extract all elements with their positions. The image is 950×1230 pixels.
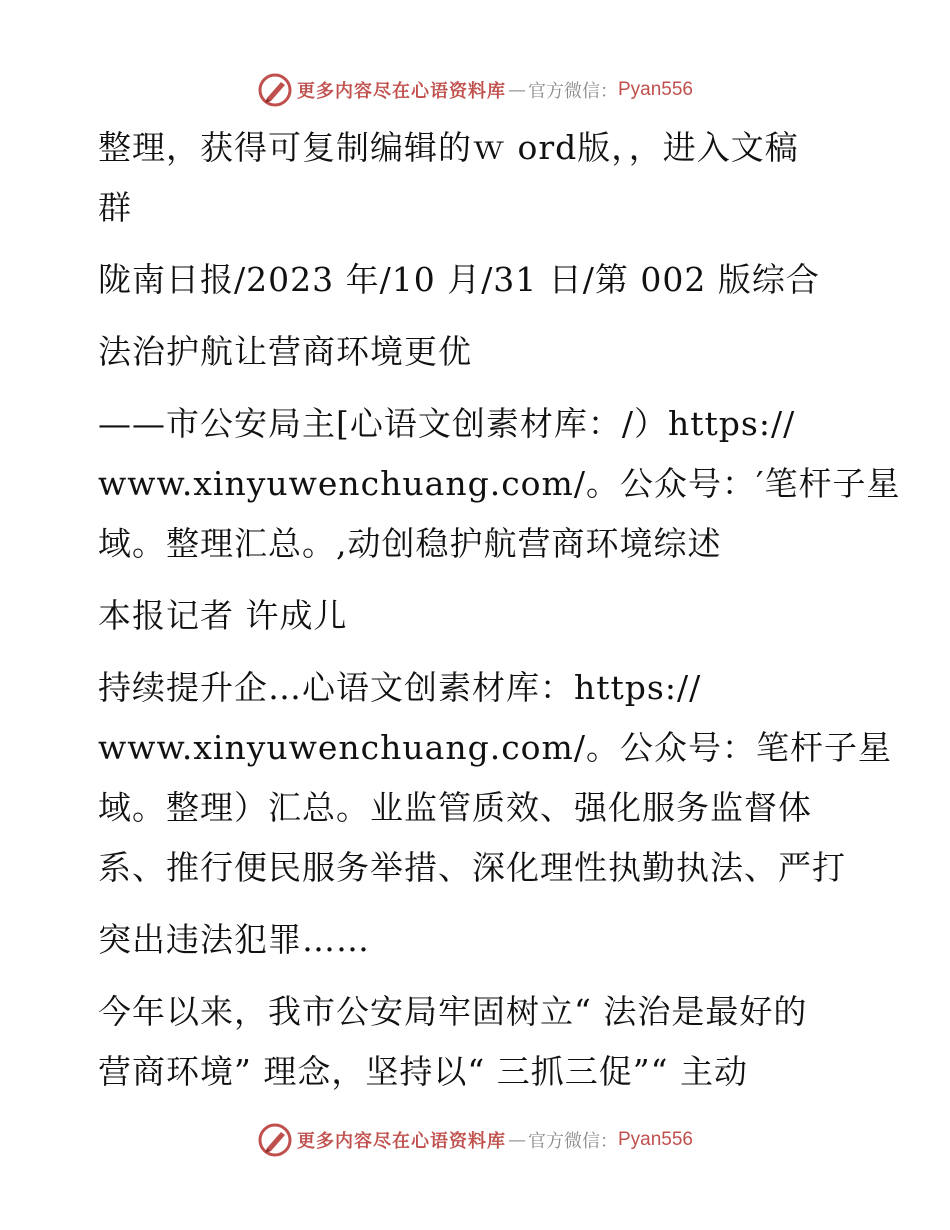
article-subtitle — [98, 394, 901, 574]
text-line: 今年以来，我市公安局牢固树立“ 法治是最好的 — [98, 992, 808, 1031]
watermark-dash: — — [507, 79, 526, 101]
text-line: 突出违法犯罪…… — [98, 920, 370, 959]
watermark-suffix: 官方微信： — [527, 1131, 618, 1152]
paragraph — [98, 658, 892, 898]
paragraph — [98, 118, 858, 238]
header-watermark — [0, 70, 950, 110]
text-line: 营商环境” 理念，坚持以“ 三抓三促”“ 主动 — [98, 1052, 748, 1091]
text-line: www.xinyuwenchuang.com/。公众号：′笔杆子星 — [98, 464, 901, 503]
text-line: 整理，获得可复制编辑的ｗ ord版，，进入文稿 — [98, 128, 799, 167]
pen-logo-icon — [257, 1122, 293, 1158]
text-line: 域。整理）汇总。业监管质效、强化服务监督体 — [98, 788, 812, 827]
text-line: 系、推行便民服务举措、深化理性执勤执法、严打 — [98, 848, 846, 887]
byline — [98, 586, 858, 646]
footer-watermark — [0, 1120, 950, 1160]
text-line: 陇南日报/2023 年/10 月/31 日/第 002 版综合 — [98, 260, 820, 299]
text-line: 法治护航让营商环境更优 — [98, 332, 472, 371]
document-body — [98, 118, 901, 1102]
watermark-suffix: 官方微信： — [527, 81, 618, 102]
watermark-text: 更多内容尽在心语资料库 — [296, 1131, 506, 1152]
paragraph — [98, 982, 858, 1102]
text-line: ——市公安局主[心语文创素材库：/）https:// — [98, 404, 796, 443]
article-title — [98, 322, 858, 382]
watermark-dash: — — [507, 1129, 526, 1151]
paragraph — [98, 910, 858, 970]
text-line: www.xinyuwenchuang.com/。公众号：笔杆子星 — [98, 728, 892, 767]
text-line: 群 — [98, 188, 132, 227]
pen-logo-icon — [257, 72, 293, 108]
text-line: 本报记者 许成儿 — [98, 596, 348, 635]
watermark-text: 更多内容尽在心语资料库 — [296, 81, 506, 102]
watermark-wechat-id: Pyan556 — [617, 1129, 693, 1150]
paragraph — [98, 250, 858, 310]
text-line: 域。整理汇总。,动创稳护航营商环境综述 — [98, 524, 722, 563]
text-line: 持续提升企…心语文创素材库：https:// — [98, 668, 702, 707]
watermark-wechat-id: Pyan556 — [617, 79, 693, 100]
